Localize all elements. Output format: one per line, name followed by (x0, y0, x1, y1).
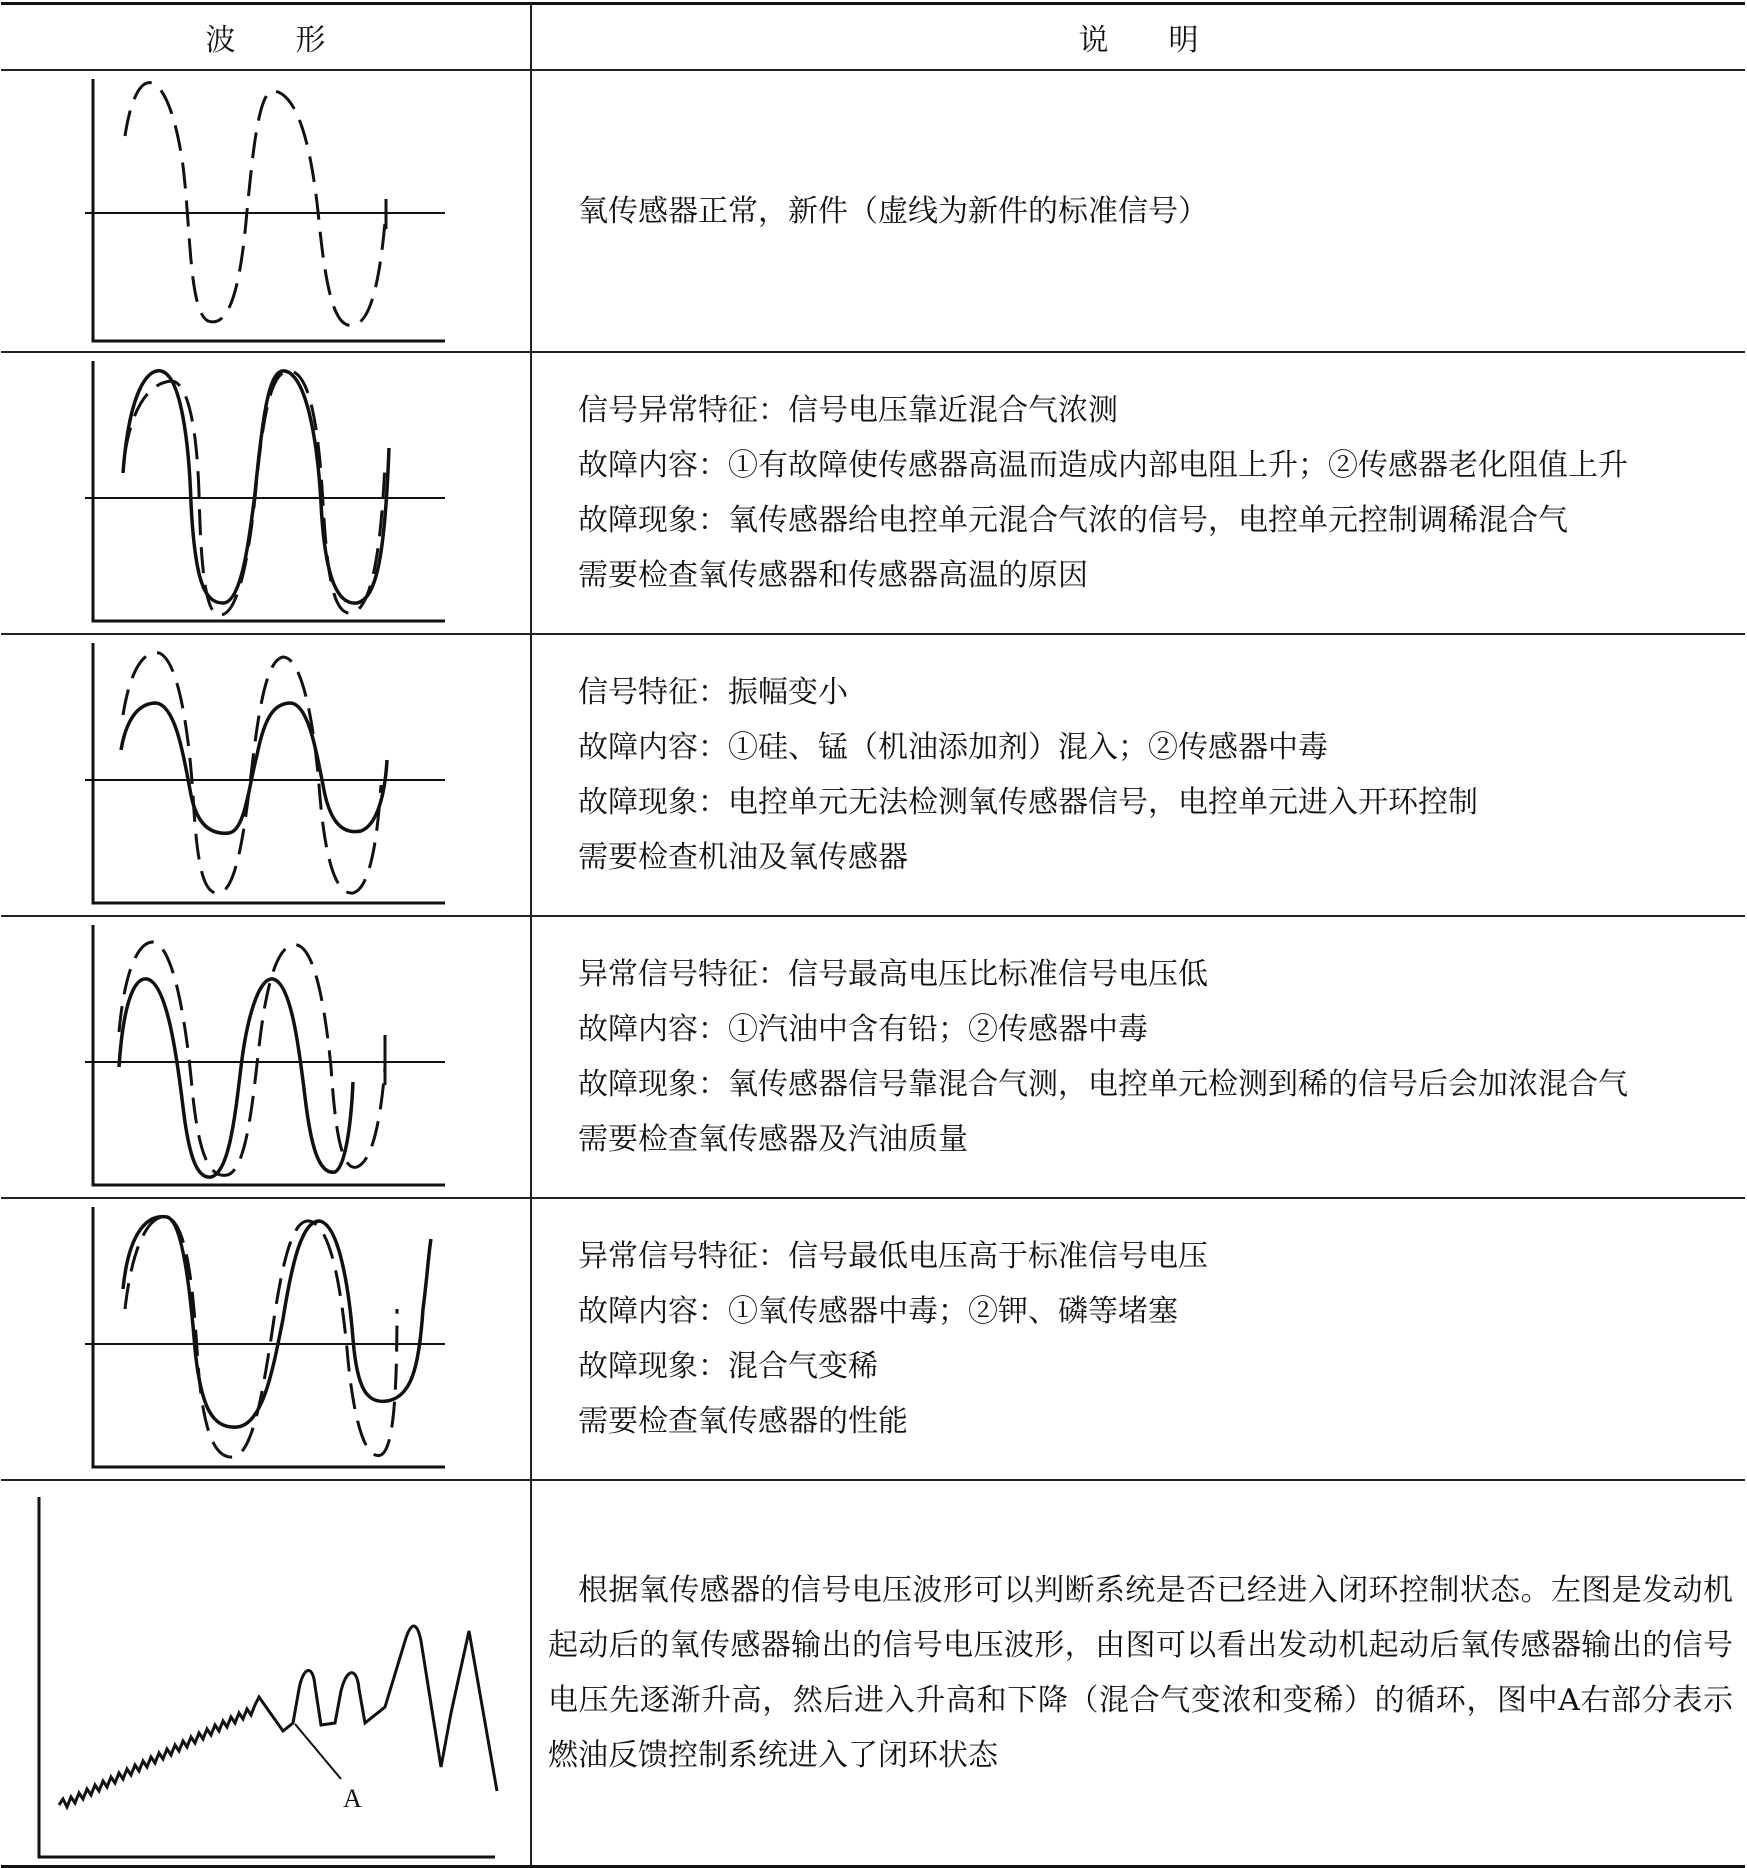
description-cell (531, 70, 1745, 352)
description-text: 异常信号特征：信号最低电压高于标准信号电压 故障内容：①氧传感器中毒；②钾、磷等堵塞 故障现象：混合气变稀 需要检查氧传感器的性能 (578, 1239, 1208, 1439)
header-description: 说 明 (531, 4, 1745, 71)
header-waveform: 波 形 (1, 4, 531, 71)
waveform-cell (1, 352, 531, 634)
description-text: 氧传感器正常，新件（虚线为新件的标准信号） (578, 193, 1208, 229)
waveform-table (1, 2, 1745, 1868)
waveform-rich-bias-icon (1, 353, 530, 633)
description-cell (531, 1480, 1745, 1867)
table-header (1, 4, 1745, 71)
waveform-low-max-icon (1, 917, 530, 1197)
description-cell (531, 1198, 1745, 1480)
annotation-label: A (343, 1784, 362, 1813)
table-row (1, 1198, 1745, 1480)
description-cell (531, 352, 1745, 634)
description-text: 信号异常特征：信号电压靠近混合气浓测 故障内容：①有故障使传感器高温而造成内部电阻上升；②传感器老化阻值上升 故障现象：氧传感器给电控单元混合气浓的信号，电控单元控制调稀混合气 需要检查氧传感器和传感器高温的原因 (578, 393, 1628, 593)
waveform-cell (1, 70, 531, 352)
description-text: 根据氧传感器的信号电压波形可以判断系统是否已经进入闭环控制状态。左图是发动机起动后的氧传感器输出的信号电压波形，由图可以看出发动机起动后氧传感器输出的信号电压先逐渐升高，然后进入升高和下降（混合气变浓和变稀）的循环，图中A右部分表示燃油反馈控制系统进入了闭环状态 (548, 1573, 1733, 1773)
table-row (1, 1480, 1745, 1867)
table-row (1, 916, 1745, 1198)
waveform-high-min-icon (1, 1199, 530, 1479)
description-cell (531, 634, 1745, 916)
waveform-normal-new-icon (1, 71, 530, 351)
description-cell (531, 916, 1745, 1198)
waveform-cell (1, 1198, 531, 1480)
waveform-cell (1, 1480, 531, 1867)
waveform-cell (1, 916, 531, 1198)
table-row (1, 70, 1745, 352)
table-row (1, 634, 1745, 916)
description-text: 异常信号特征：信号最高电压比标准信号电压低 故障内容：①汽油中含有铅；②传感器中毒 故障现象：氧传感器信号靠混合气测，电控单元检测到稀的信号后会加浓混合气 需要检查氧传感器及汽油质量 (578, 957, 1628, 1157)
waveform-cell (1, 634, 531, 916)
table-row (1, 352, 1745, 634)
waveform-small-amplitude-icon (1, 635, 530, 915)
waveform-closed-loop-icon (1, 1481, 530, 1865)
description-text: 信号特征：振幅变小 故障内容：①硅、锰（机油添加剂）混入；②传感器中毒 故障现象：电控单元无法检测氧传感器信号，电控单元进入开环控制 需要检查机油及氧传感器 (578, 675, 1478, 875)
